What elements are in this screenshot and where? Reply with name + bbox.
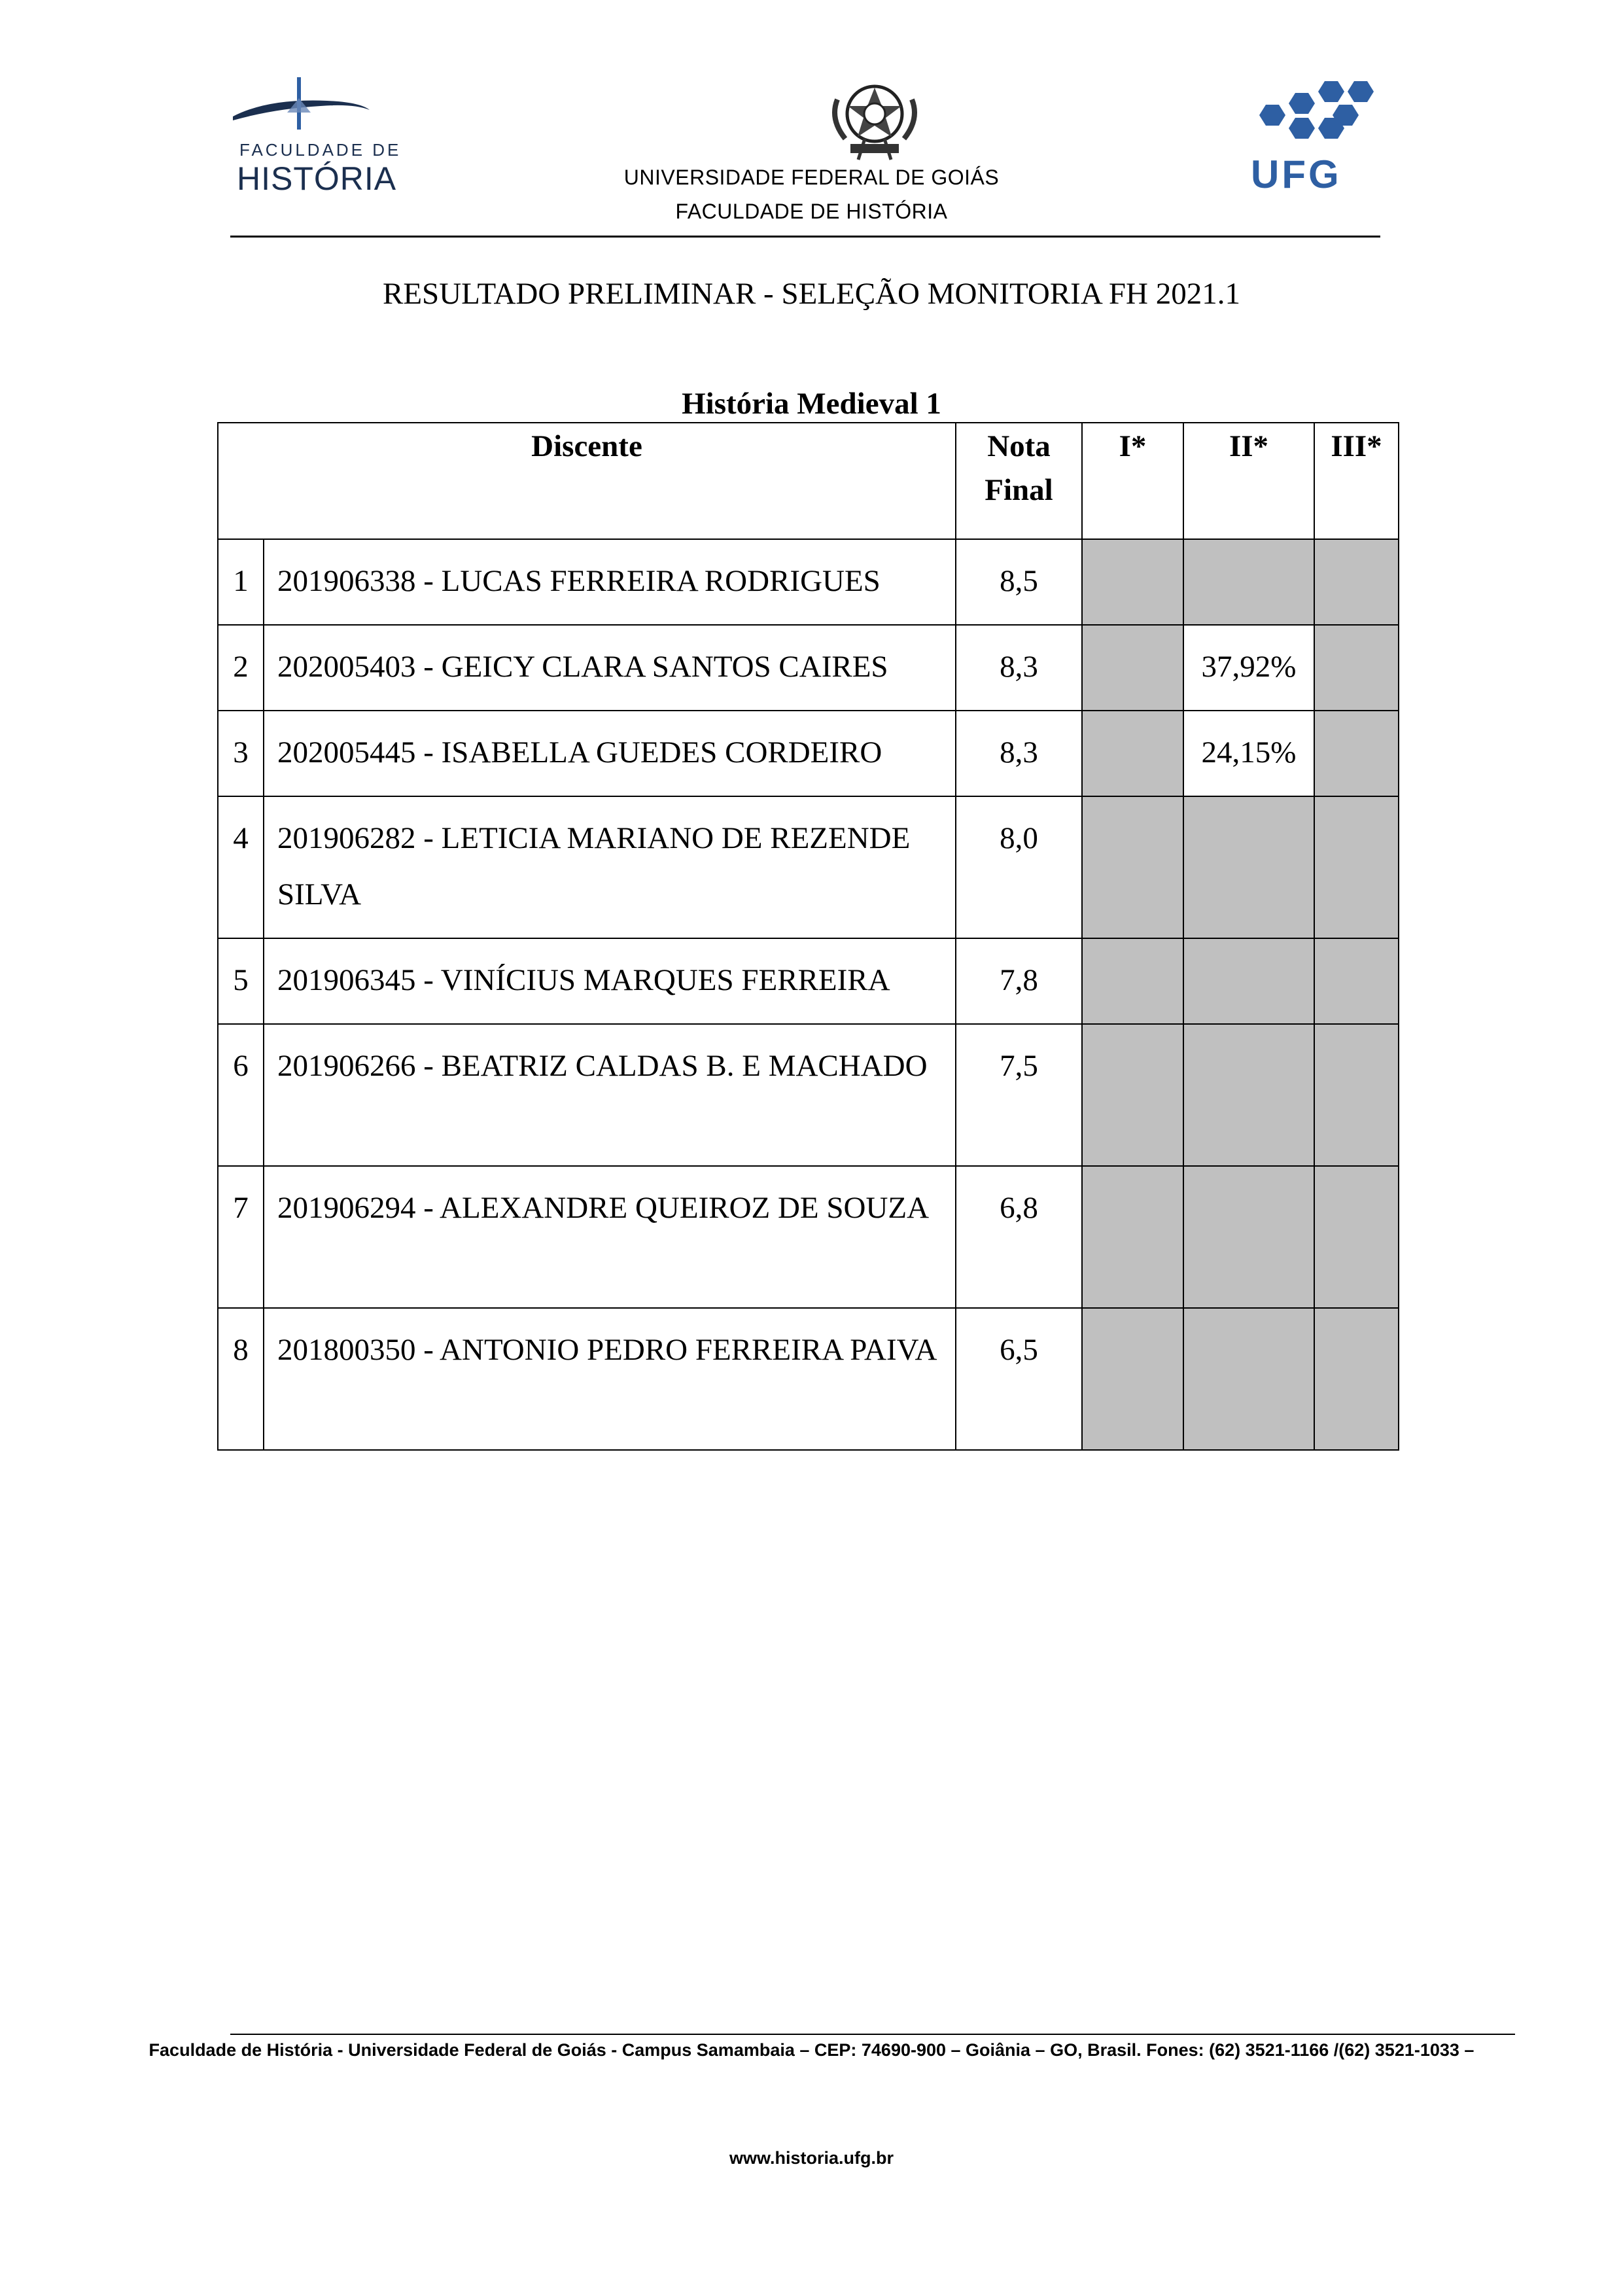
table-row [218, 938, 1399, 1024]
table-row [218, 1308, 1399, 1450]
criterion-iii-cell [1314, 711, 1399, 796]
nota-final-cell: 8,3 [956, 625, 1082, 711]
coat-of-arms-icon [826, 73, 924, 165]
criterion-i-cell [1082, 1024, 1183, 1166]
nota-final-cell: 8,0 [956, 796, 1082, 938]
ufg-logo [1249, 79, 1374, 196]
faculdade-label: FACULDADE DE [239, 140, 402, 160]
ufg-hexagons-icon [1249, 79, 1374, 150]
row-number: 2 [218, 625, 264, 711]
criterion-iii-cell [1314, 1166, 1399, 1308]
nota-final-cell: 7,5 [956, 1024, 1082, 1166]
table-header-row [218, 423, 1399, 539]
student-name: 201906345 - VINÍCIUS MARQUES FERREIRA [264, 938, 956, 1024]
historia-label: HISTÓRIA [237, 160, 397, 197]
table-row [218, 796, 1399, 938]
row-number: 6 [218, 1024, 264, 1166]
row-number: 5 [218, 938, 264, 1024]
table-title: História Medieval 1 [682, 387, 941, 421]
criterion-ii-cell [1183, 1308, 1314, 1450]
ufg-label: UFG [1251, 152, 1342, 196]
nota-final-cell: 8,5 [956, 539, 1082, 625]
nota-final-cell: 6,5 [956, 1308, 1082, 1450]
table-row [218, 1166, 1399, 1308]
student-name: 201800350 - ANTONIO PEDRO FERREIRA PAIVA [264, 1308, 956, 1450]
student-name: 201906266 - BEATRIZ CALDAS B. E MACHADO [264, 1024, 956, 1166]
student-name: 201906282 - LETICIA MARIANO DE REZENDE SILVA [264, 796, 956, 938]
criterion-i-cell [1082, 1308, 1183, 1450]
header-nota-line1: Nota [987, 429, 1051, 463]
table-row [218, 1024, 1399, 1166]
document-title: RESULTADO PRELIMINAR - SELEÇÃO MONITORIA FH 2021.1 [383, 277, 1240, 311]
criterion-ii-cell: 37,92% [1183, 625, 1314, 711]
footer-divider [230, 2034, 1515, 2035]
table-row [218, 625, 1399, 711]
student-name: 202005403 - GEICY CLARA SANTOS CAIRES [264, 625, 956, 711]
header-nota-line2: Final [985, 473, 1053, 507]
faculdade-historia-emblem-icon [229, 72, 379, 144]
footer-url-link[interactable]: www.historia.ufg.br [729, 2148, 894, 2168]
results-table [217, 422, 1399, 1451]
row-number: 8 [218, 1308, 264, 1450]
header-divider [230, 236, 1380, 238]
criterion-iii-cell [1314, 625, 1399, 711]
criterion-ii-cell [1183, 1024, 1314, 1166]
table-row [218, 539, 1399, 625]
criterion-iii-cell [1314, 539, 1399, 625]
criterion-i-cell [1082, 938, 1183, 1024]
header-discente: Discente [218, 423, 956, 539]
criterion-iii-cell [1314, 796, 1399, 938]
criterion-iii-cell [1314, 938, 1399, 1024]
criterion-ii-cell [1183, 796, 1314, 938]
header-nota-final [956, 423, 1082, 539]
criterion-i-cell [1082, 711, 1183, 796]
criterion-iii-cell [1314, 1308, 1399, 1450]
table-row [218, 711, 1399, 796]
row-number: 3 [218, 711, 264, 796]
student-name: 201906338 - LUCAS FERREIRA RODRIGUES [264, 539, 956, 625]
criterion-ii-cell [1183, 1166, 1314, 1308]
institution-name: UNIVERSIDADE FEDERAL DE GOIÁS [623, 166, 1000, 189]
nota-final-cell: 6,8 [956, 1166, 1082, 1308]
criterion-i-cell [1082, 1166, 1183, 1308]
student-name: 202005445 - ISABELLA GUEDES CORDEIRO [264, 711, 956, 796]
nota-final-cell: 7,8 [956, 938, 1082, 1024]
faculty-name: FACULDADE DE HISTÓRIA [675, 200, 948, 223]
row-number: 1 [218, 539, 264, 625]
row-number: 4 [218, 796, 264, 938]
criterion-i-cell [1082, 539, 1183, 625]
criterion-ii-cell [1183, 938, 1314, 1024]
nota-final-cell: 8,3 [956, 711, 1082, 796]
criterion-i-cell [1082, 796, 1183, 938]
student-name: 201906294 - ALEXANDRE QUEIROZ DE SOUZA [264, 1166, 956, 1308]
footer-address: Faculdade de História - Universidade Federal de Goiás - Campus Samambaia – CEP: 74690-900 – Goiânia – GO, Brasil. Fones: (62) 3521-1166 /(62) 3521-1033 – [148, 2040, 1475, 2060]
criterion-iii-cell [1314, 1024, 1399, 1166]
criterion-i-cell [1082, 625, 1183, 711]
criterion-ii-cell: 24,15% [1183, 711, 1314, 796]
criterion-ii-cell [1183, 539, 1314, 625]
header-criterion-ii: II* [1183, 423, 1314, 539]
header-criterion-iii: III* [1314, 423, 1399, 539]
header-criterion-i: I* [1082, 423, 1183, 539]
row-number: 7 [218, 1166, 264, 1308]
